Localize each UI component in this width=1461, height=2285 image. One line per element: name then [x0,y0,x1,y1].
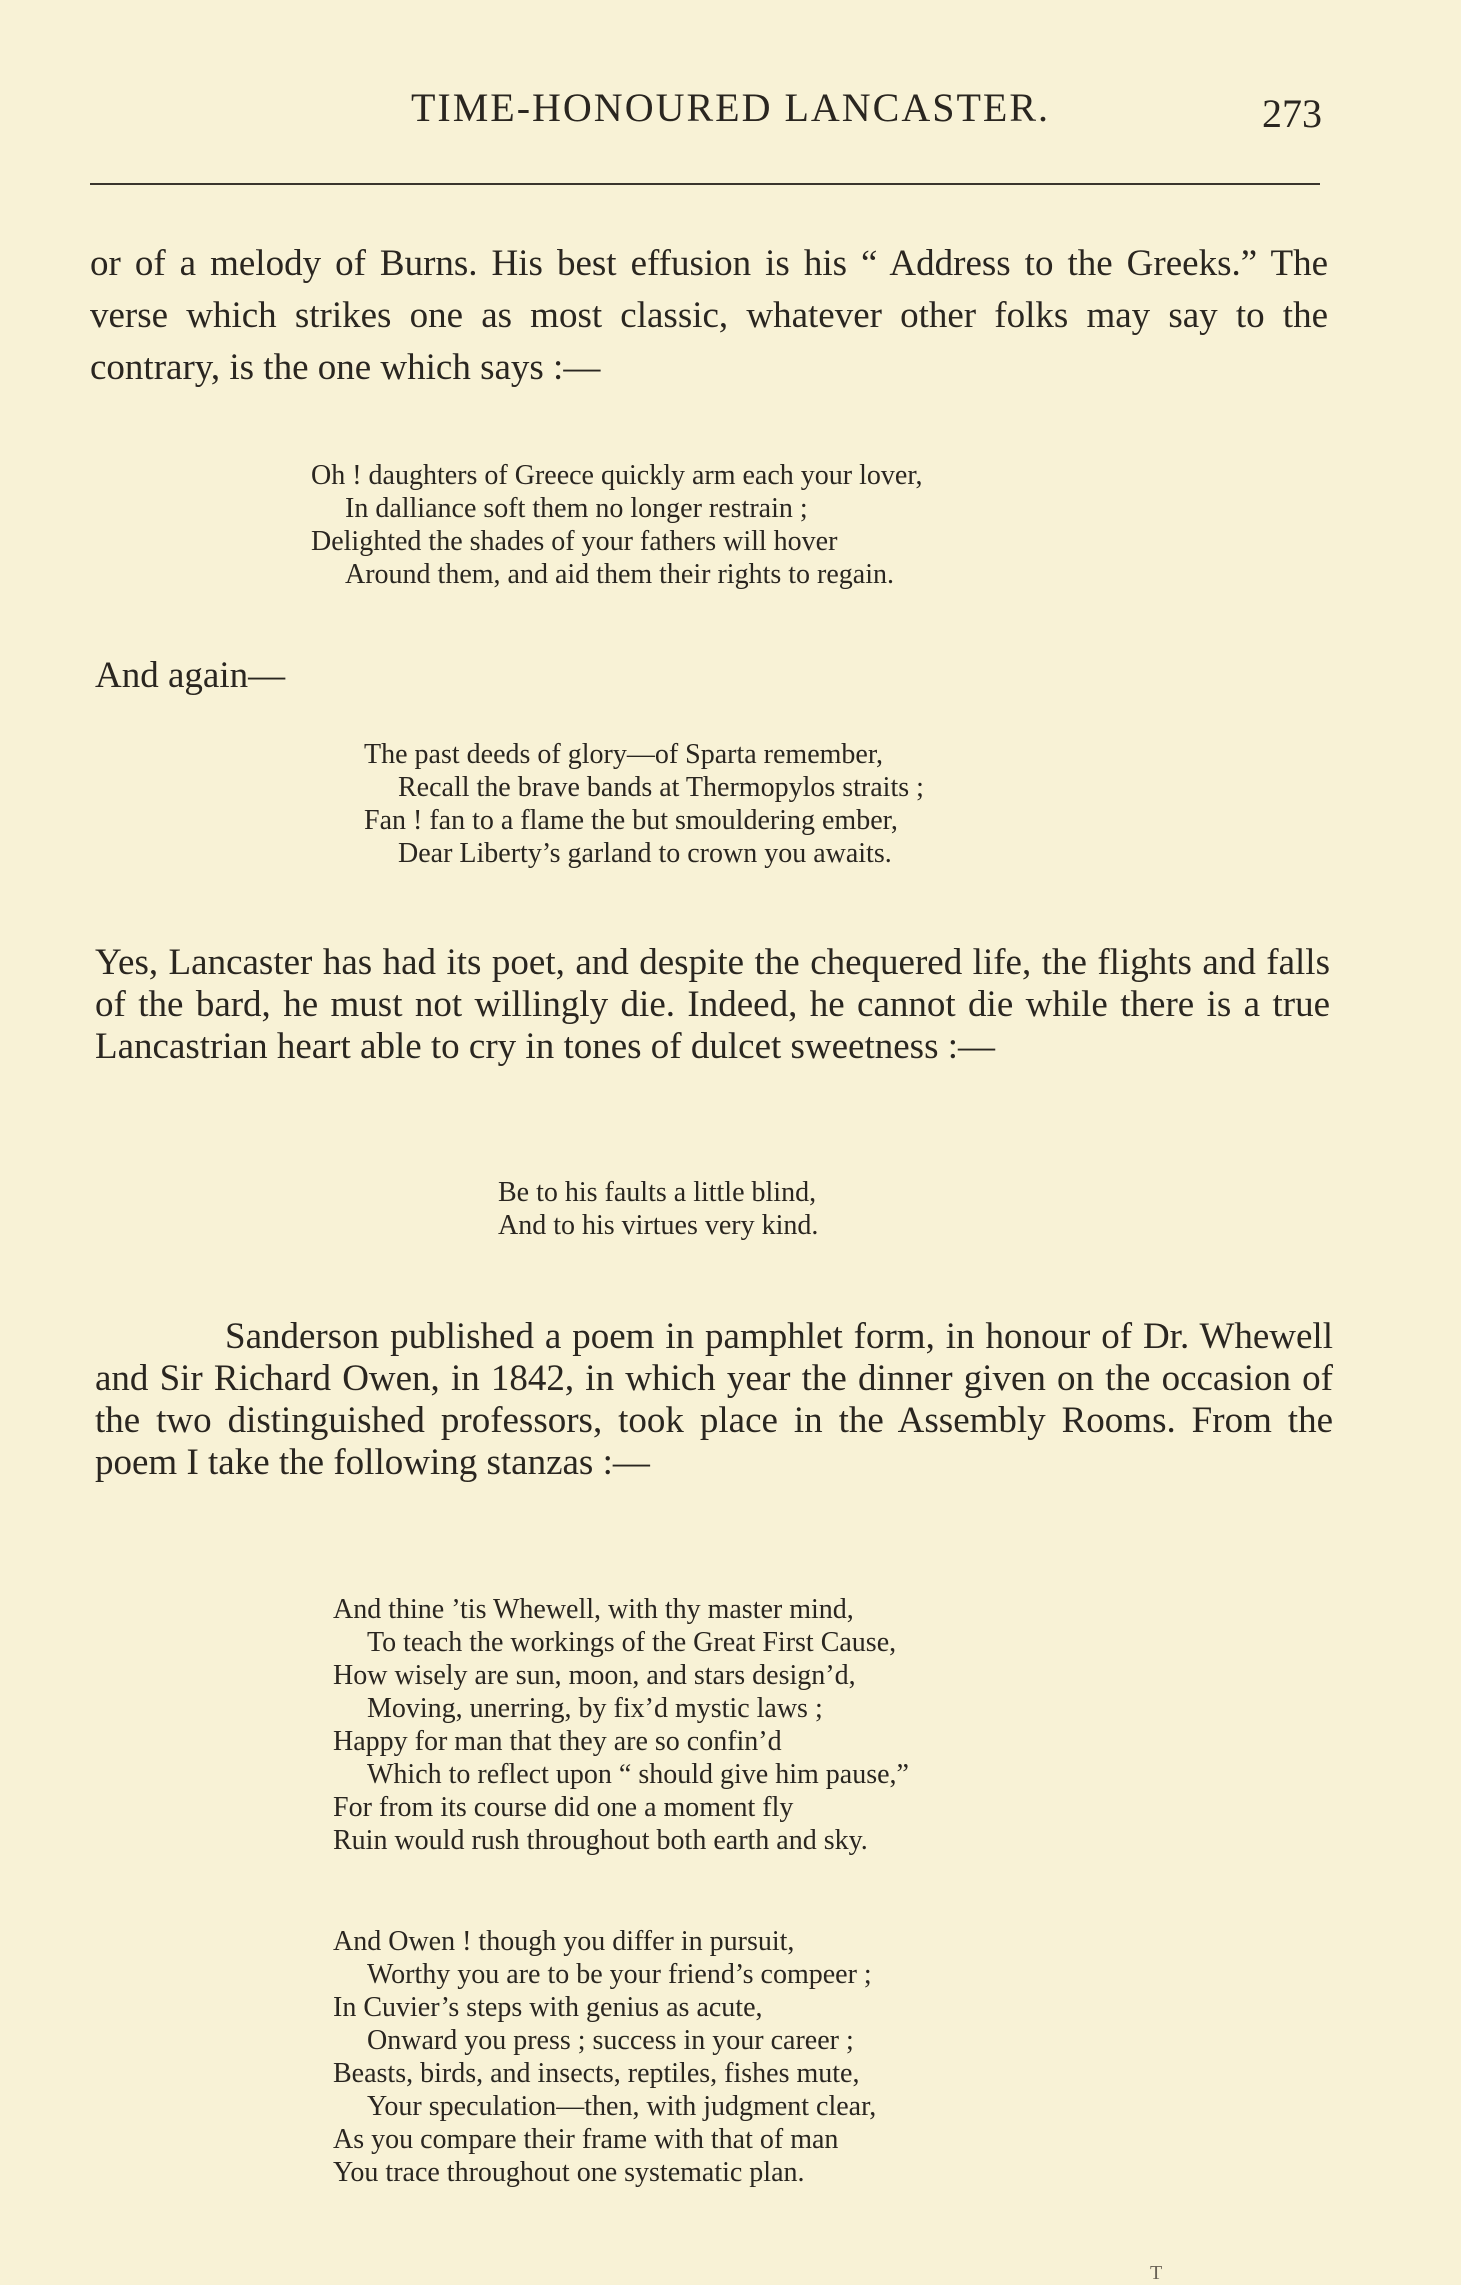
verse-line: Be to his faults a little blind, [498,1177,817,1208]
verse-line: Which to reflect upon “ should give him pause,” [367,1759,909,1790]
verse-line: How wisely are sun, moon, and stars design’d, [333,1660,856,1691]
verse-line: And to his virtues very kind. [498,1210,819,1241]
paragraph-sanderson: Sanderson published a poem in pamphlet form, in honour of Dr. Whewell and Sir Richard Owen, in 1842, in which year the dinner given on the occasion of the two distinguished professors, took place in the Assembly Rooms. From the poem I take the following stanzas :— [95,1316,1333,1483]
verse-line: As you compare their frame with that of man [333,2124,839,2155]
verse-line: Oh ! daughters of Greece quickly arm each your lover, [311,460,923,491]
header-rule [90,183,1320,185]
and-again-line: And again— [95,655,286,696]
catchword-fragment: T [1150,2262,1163,2284]
verse-line: Recall the brave bands at Thermopylos straits ; [398,772,924,803]
verse-line: And Owen ! though you differ in pursuit, [333,1926,795,1957]
verse-line: Onward you press ; success in your career ; [367,2025,854,2056]
verse-line: Dear Liberty’s garland to crown you awaits. [398,838,892,869]
stanza-owen [333,1925,876,2189]
paragraph-burns: or of a melody of Burns. His best effusion is his “ Address to the Greeks.” The verse which strikes one as most classic, whatever other folks may say to the contrary, is the one which says :— [90,243,1328,388]
verse-line: To teach the workings of the Great First Cause, [367,1627,897,1658]
verse-line: The past deeds of glory—of Sparta remember, [364,739,884,770]
verse-sparta [364,738,924,870]
stanza-whewell [333,1593,909,1857]
verse-line: For from its course did one a moment fly [333,1792,794,1823]
verse-line: In dalliance soft them no longer restrain ; [345,493,808,524]
verse-line: Beasts, birds, and insects, reptiles, fishes mute, [333,2058,860,2089]
verse-line: In Cuvier’s steps with genius as acute, [333,1992,763,2023]
verse-line: Happy for man that they are so confin’d [333,1726,782,1757]
verse-line: Around them, and aid them their rights to regain. [345,559,894,590]
page-number: 273 [1262,91,1322,136]
verse-line: Worthy you are to be your friend’s compeer ; [367,1959,872,1990]
verse-daughters-of-greece [311,459,923,591]
verse-line: Moving, unerring, by fix’d mystic laws ; [367,1693,823,1724]
verse-line: Ruin would rush throughout both earth and sky. [333,1825,868,1856]
verse-line: You trace throughout one systematic plan. [333,2157,805,2188]
verse-faults-blind [498,1176,818,1242]
running-head: TIME-HONOURED LANCASTER. [410,85,1051,130]
verse-line: Your speculation—then, with judgment clear, [367,2091,877,2122]
verse-line: Delighted the shades of your fathers will hover [311,526,838,557]
paragraph-lancaster-poet: Yes, Lancaster has had its poet, and despite the chequered life, the flights and falls of the bard, he must not willingly die. Indeed, he cannot die while there is a true Lancastrian heart able to cry in tones of dulcet sweetness :— [95,942,1330,1067]
verse-line: Fan ! fan to a flame the but smouldering ember, [364,805,898,836]
verse-line: And thine ’tis Whewell, with thy master mind, [333,1594,854,1625]
